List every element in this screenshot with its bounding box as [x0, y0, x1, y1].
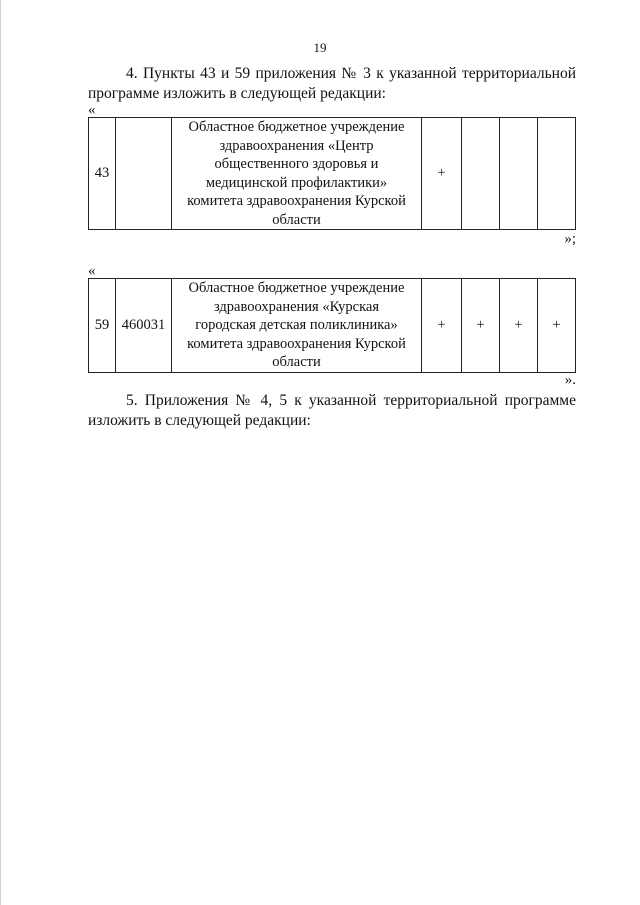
paragraph-5-line-2: изложить в следующей редакции: — [88, 412, 311, 429]
mark-cell — [538, 118, 576, 230]
table-row — [89, 279, 576, 373]
item-code — [116, 118, 172, 230]
mark-cell: + — [422, 279, 462, 373]
org-line: медицинской профилактики» — [205, 174, 388, 191]
mark-cell: + — [500, 279, 538, 373]
org-line: комитета здравоохранения Курской — [187, 193, 406, 209]
open-quote-59: « — [88, 263, 96, 279]
page-number: 19 — [313, 40, 327, 55]
close-quote-43: »; — [564, 231, 576, 247]
mark-cell: + — [462, 279, 500, 373]
close-quote-59: ». — [564, 372, 576, 388]
item-number: 59 — [89, 279, 116, 373]
paragraph-4-line-1: 4. Пункты 43 и 59 приложения № 3 к указанной территориальной — [126, 65, 576, 82]
table-row — [89, 118, 576, 230]
org-line: здравоохранения «Центр — [219, 137, 374, 154]
item-code: 460031 — [116, 279, 172, 373]
org-line: области — [272, 354, 321, 371]
mark-cell: + — [422, 118, 462, 230]
mark-cell — [462, 118, 500, 230]
paragraph-4-line-2: программе изложить в следующей редакции: — [88, 85, 386, 102]
paragraph-4 — [88, 64, 576, 104]
paragraph-5 — [88, 391, 576, 431]
org-line: Областное бюджетное учреждение — [188, 280, 405, 297]
mark-cell — [500, 118, 538, 230]
paragraph-5-line-1: 5. Приложения № 4, 5 к указанной территориальной программе — [126, 392, 576, 409]
page-edge — [0, 0, 1, 905]
table-item-59 — [88, 278, 576, 373]
item-number: 43 — [89, 118, 116, 230]
org-line: Областное бюджетное учреждение — [188, 119, 405, 135]
org-line: здравоохранения «Курская — [213, 298, 380, 315]
open-quote-43: « — [88, 102, 96, 118]
org-line: комитета здравоохранения Курской — [187, 335, 406, 352]
mark-cell: + — [538, 279, 576, 373]
org-line: городская детская поликлиника» — [195, 317, 398, 334]
table-item-43 — [88, 117, 576, 230]
org-line: области — [272, 211, 321, 228]
organization-name — [172, 279, 422, 373]
organization-name — [172, 118, 422, 230]
org-line: общественного здоровья и — [214, 156, 379, 172]
